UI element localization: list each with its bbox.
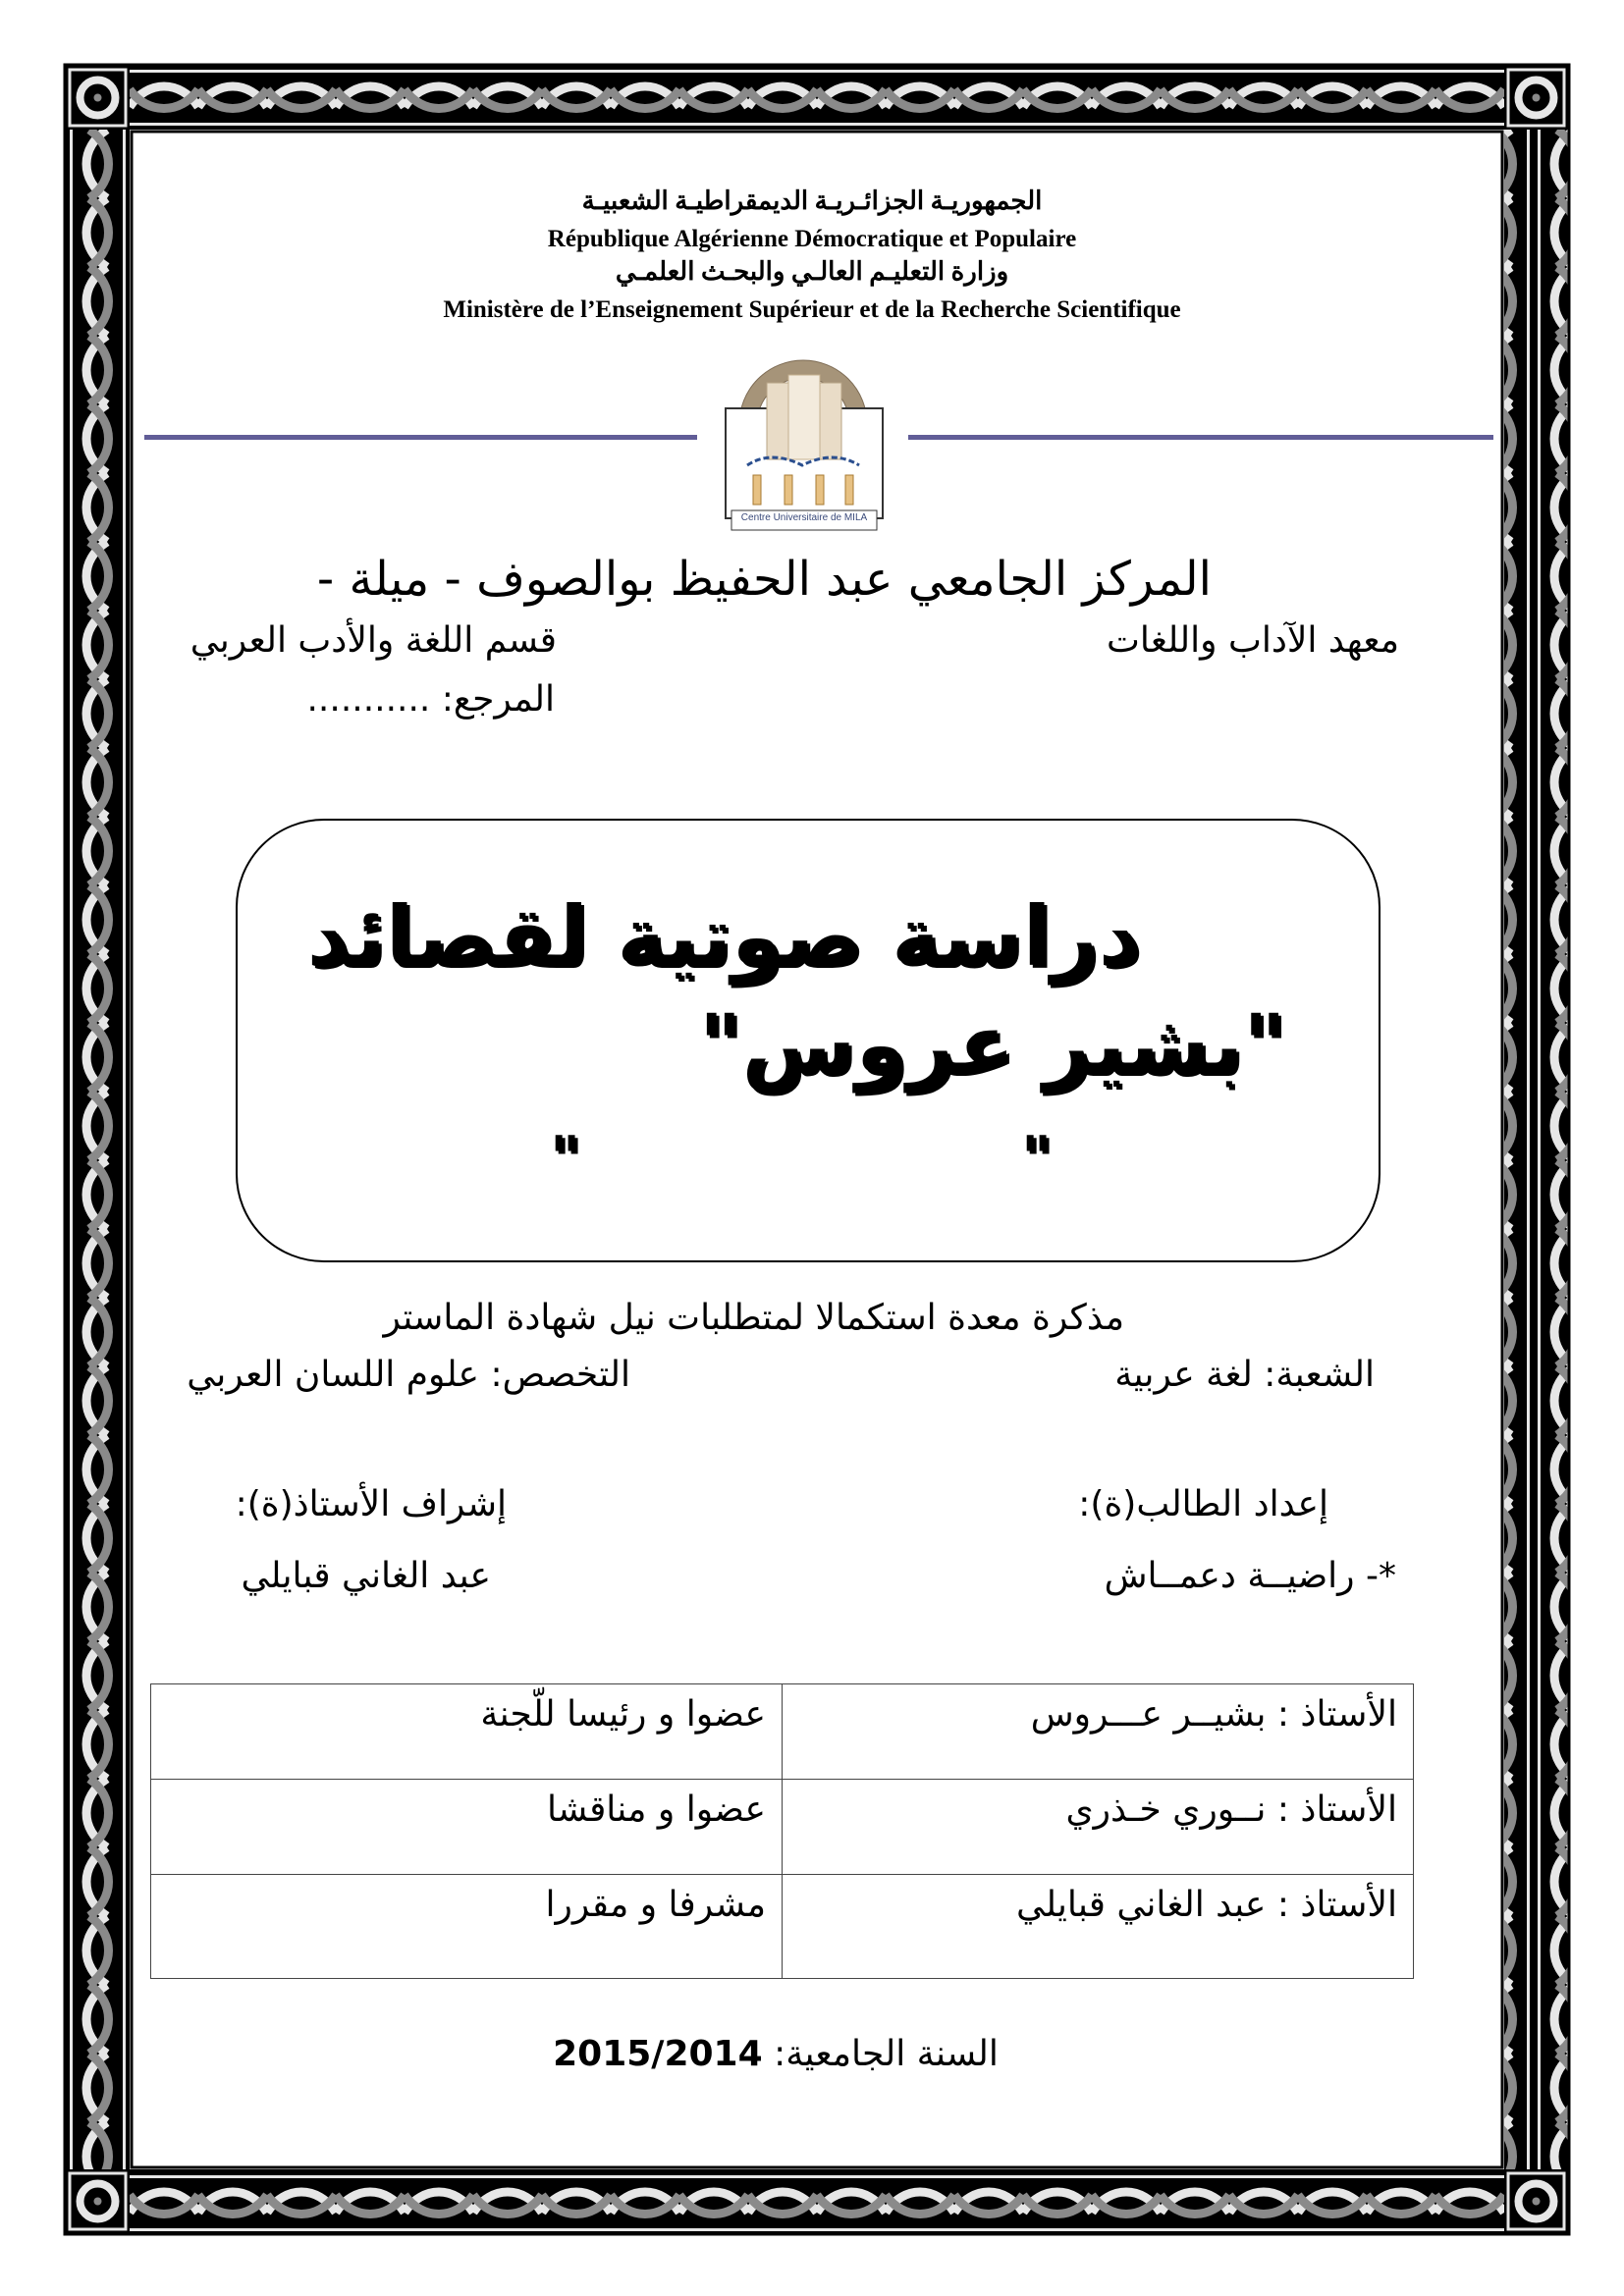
committee-member: الأستاذ : بشيــر عـــروس [783, 1684, 1414, 1780]
logo-arch-icon [722, 355, 889, 534]
logo-caption: Centre Universitaire de MILA [740, 512, 868, 523]
reference-number: المرجع: ........... [306, 679, 555, 720]
title-quote-mark: " [550, 1124, 581, 1193]
ministry-french: Ministère de l’Enseignement Supérieur et de la Recherche Scientifique [443, 296, 1181, 323]
committee-table [150, 1683, 1414, 1979]
header-divider-right [908, 435, 1493, 440]
thesis-title-line1: دراسة صوتية لقصائد [306, 888, 1141, 985]
title-quote-mark: " [1021, 1124, 1053, 1193]
committee-role: عضوا و مناقشا [151, 1780, 783, 1875]
table-row [151, 1684, 1414, 1780]
committee-role: مشرفا و مقررا [151, 1875, 783, 1979]
committee-member: الأستاذ : عبد الغاني قبايلي [783, 1875, 1414, 1979]
prepared-by-label: إعداد الطالب(ة): [1078, 1484, 1328, 1524]
supervisor-name: عبد الغاني قبايلي [241, 1556, 491, 1596]
table-row [151, 1780, 1414, 1875]
thesis-purpose: مذكرة معدة استكمالا لمتطلبات نيل شهادة الماستر [383, 1298, 1124, 1338]
department-name: قسم اللغة والأدب العربي [189, 620, 557, 661]
committee-member: الأستاذ : نــوري خـذري [783, 1780, 1414, 1875]
specialty: التخصص: علوم اللسان العربي [187, 1355, 630, 1395]
thesis-title-line2: "بشير عروس" [698, 996, 1286, 1093]
academic-year-label: السنة الجامعية: [762, 2034, 999, 2074]
student-name: *- راضيــة دعمــاش [1104, 1556, 1396, 1596]
committee-role: عضوا و رئيسا للّجنة [151, 1684, 783, 1780]
supervised-by-label: إشراف الأستاذ(ة): [235, 1484, 507, 1524]
institute-name: معهد الآداب واللغات [1107, 620, 1399, 661]
ministry-arabic: وزارة التعليـم العالـي والبحـث العلمـي [615, 257, 1009, 286]
branch: الشعبة: لغة عربية [1114, 1355, 1375, 1395]
republic-french: République Algérienne Démocratique et Populaire [547, 226, 1077, 252]
republic-arabic: الجمهوريـة الجزائـريـة الديمقراطيـة الشعبيـة [581, 187, 1043, 215]
academic-year [0, 2034, 1551, 2074]
university-logo [722, 355, 889, 534]
header-divider-left [144, 435, 697, 440]
table-row [151, 1875, 1414, 1979]
academic-year-value: 2015/2014 [553, 2034, 763, 2074]
university-center-name: المركز الجامعي عبد الحفيظ بوالصوف - ميلة - [316, 552, 1212, 607]
